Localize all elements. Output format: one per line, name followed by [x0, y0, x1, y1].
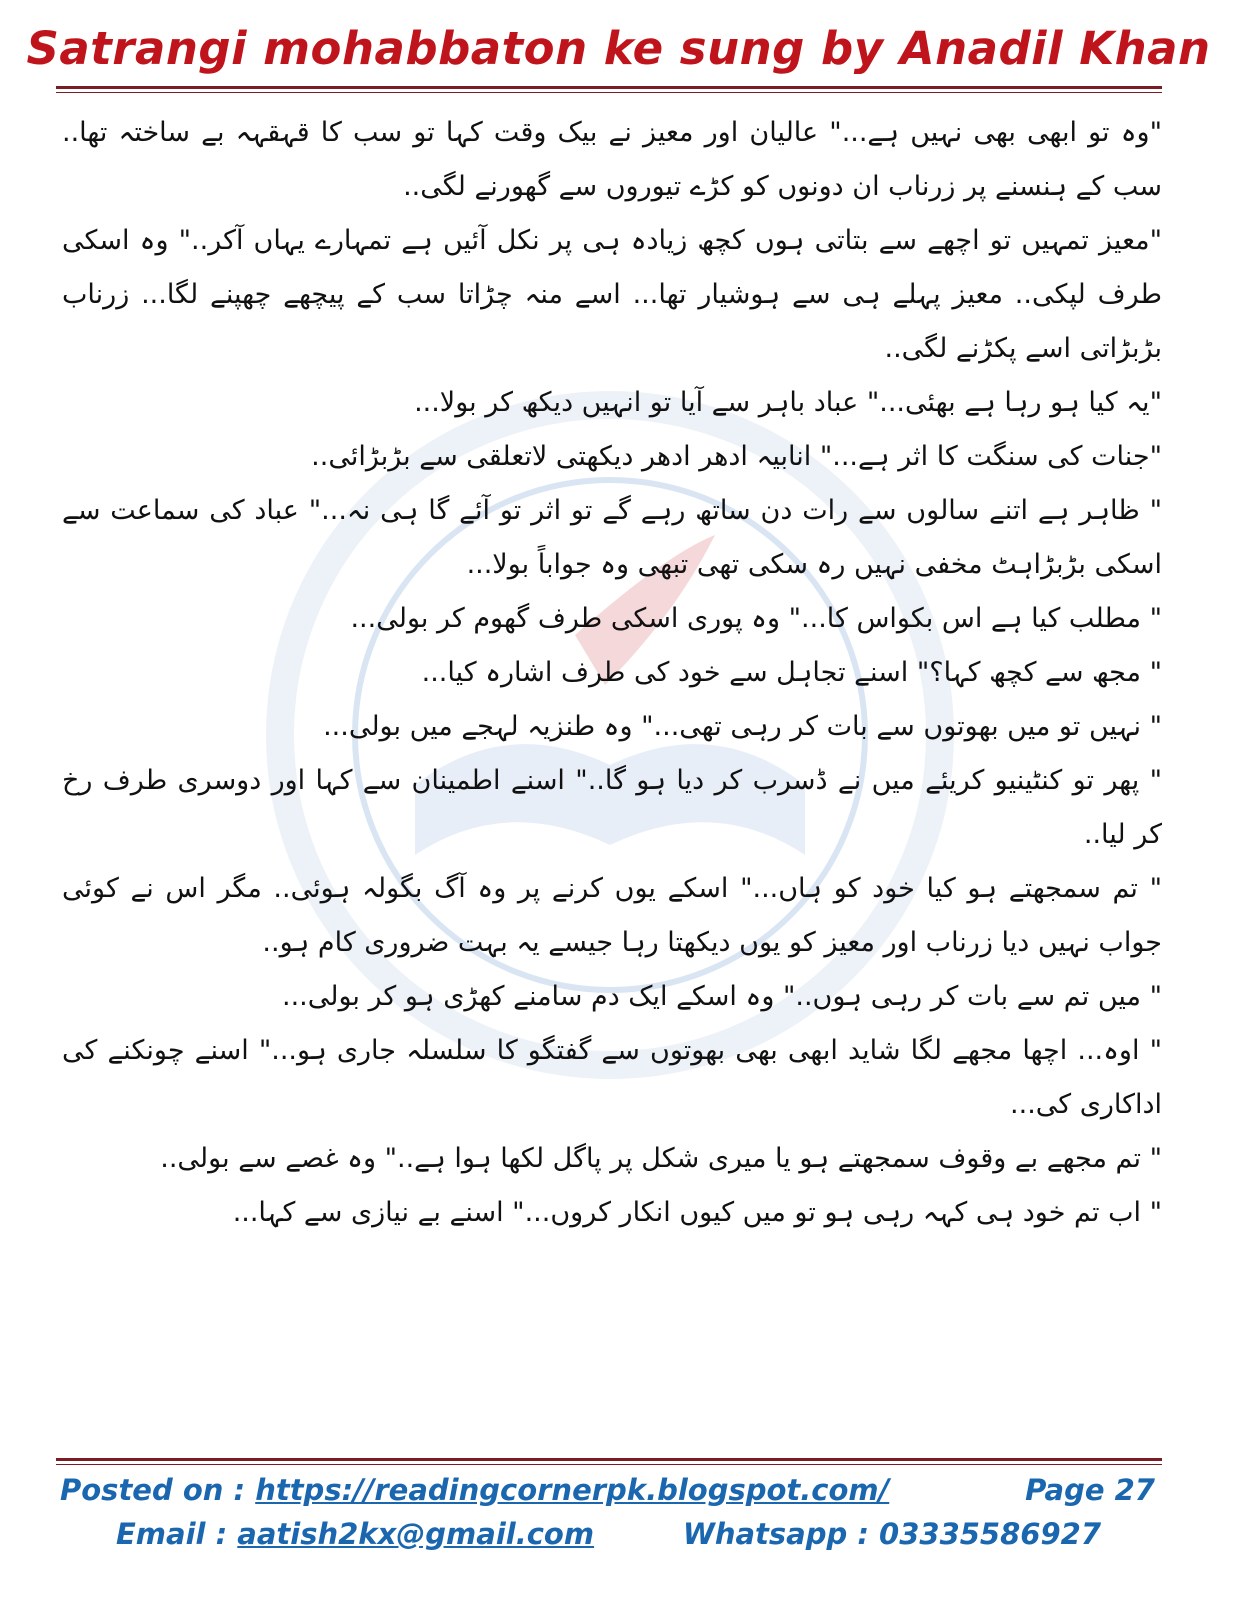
blog-link[interactable]: https://readingcornerpk.blogspot.com/: [255, 1473, 890, 1507]
story-text: [62, 106, 1162, 1446]
paragraph: " پھر تو کنٹینیو کریئے میں نے ڈسرب کر دیا ہو گا.." اسنے اطمینان سے کہا اور دوسری طرف رخ کر لیا..: [62, 765, 1162, 850]
paragraph: " تم مجھے بے وقوف سمجھتے ہو یا میری شکل پر پاگل لکھا ہوا ہے.." وہ غصے سے بولی..: [160, 1143, 1162, 1174]
header-divider-thin: [56, 92, 1162, 93]
email-label: Email :: [116, 1517, 238, 1551]
page-title: Satrangi mohabbaton ke sung by Anadil Khan: [26, 22, 1211, 75]
paragraph: " مطلب کیا ہے اس بکواس کا..." وہ پوری اسکی طرف گھوم کر بولی...: [350, 603, 1162, 634]
footer-whatsapp: Whatsapp : 03335586927: [682, 1517, 1101, 1551]
paragraph: " ظاہر ہے اتنے سالوں سے رات دن ساتھ رہے گے تو اثر تو آئے گا ہی نہ..." عباد کی سماعت سے اسکی بڑبڑاہٹ مخفی نہیں رہ سکی تھی تبھی وہ جواباً بولا...: [62, 495, 1162, 580]
paragraph: " نہیں تو میں بھوتوں سے بات کر رہی تھی..." وہ طنزیہ لہجے میں بولی...: [323, 711, 1162, 742]
posted-label: Posted on :: [60, 1473, 256, 1507]
footer-posted-on: [60, 1472, 889, 1508]
email-link[interactable]: aatish2kx@gmail.com: [237, 1517, 595, 1551]
footer-divider: [56, 1458, 1162, 1461]
footer-divider-thin: [56, 1464, 1162, 1465]
paragraph: " مجھ سے کچھ کہا؟" اسنے تجاہل سے خود کی طرف اشارہ کیا...: [421, 657, 1162, 688]
header-divider: [56, 86, 1162, 89]
paragraph: "جنات کی سنگت کا اثر ہے..." انابیہ ادھر ادھر دیکھتی لاتعلقی سے بڑبڑائی..: [311, 441, 1162, 472]
paragraph: " اب تم خود ہی کہہ رہی ہو تو میں کیوں انکار کروں..." اسنے بے نیازی سے کہا...: [232, 1197, 1162, 1228]
paragraph: " اوہ... اچھا مجھے لگا شاید ابھی بھی بھوتوں سے گفتگو کا سلسلہ جاری ہو..." اسنے چونکنے کی اداکاری کی...: [62, 1035, 1162, 1120]
paragraph: " تم سمجھتے ہو کیا خود کو ہاں..." اسکے یوں کرنے پر وہ آگ بگولہ ہوئی.. مگر اس نے کوئی جواب نہیں دیا زرناب اور معیز کو یوں دیکھتا رہا جیسے یہ بہت ضروری کام ہو..: [62, 873, 1162, 958]
paragraph: "یہ کیا ہو رہا ہے بھئی..." عباد باہر سے آیا تو انہیں دیکھ کر بولا...: [414, 387, 1162, 418]
footer-email: [116, 1516, 594, 1552]
paragraph: "وہ تو ابھی بھی نہیں ہے..." عالیان اور معیز نے بیک وقت کہا تو سب کا قہقہہ بے ساختہ تھا.. سب کے ہنسنے پر زرناب ان دونوں کو کڑے تیوروں سے گھورنے لگی..: [62, 117, 1162, 202]
paragraph: "معیز تمہیں تو اچھے سے بتاتی ہوں کچھ زیادہ ہی پر نکل آئیں ہے تمہارے یہاں آکر.." وہ اسکی طرف لپکی.. معیز پہلے ہی سے ہوشیار تھا... اسے منہ چڑاتا سب کے پیچھے چھپنے لگا... زرناب بڑبڑاتی اسے پکڑنے لگی..: [62, 225, 1162, 364]
paragraph: " میں تم سے بات کر رہی ہوں.." وہ اسکے ایک دم سامنے کھڑی ہو کر بولی...: [282, 981, 1162, 1012]
page-number: Page 27: [1025, 1473, 1155, 1507]
